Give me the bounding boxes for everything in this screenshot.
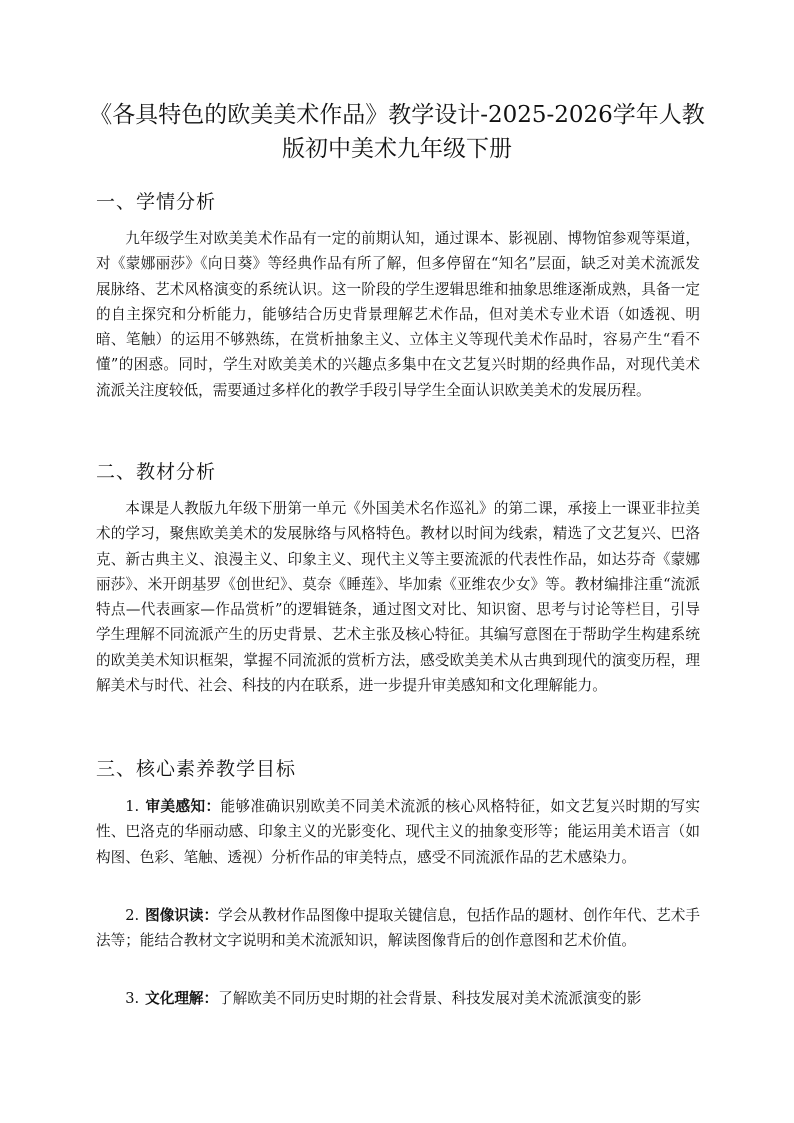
section-paragraph-2: 本课是人教版九年级下册第一单元《外国美术名作巡礼》的第二课，承接上一课亚非拉美术的学习，聚焦欧美美术的发展脉络与风格特色。教材以时间为线索，精选了文艺复兴、巴洛克、新古典主义、浪漫主义、印象主义、现代主义等主要流派的代表性作品，如达芬奇《蒙娜丽莎》、米开朗基罗《创世纪》、莫奈《睡莲》、毕加索《亚维农少女》等。教材编排注重“流派特点—代表画家—作品赏析”的逻辑链条，通过图文对比、知识窗、思考与讨论等栏目，引导学生理解不同流派产生的历史背景、艺术主张及核心特征。其编写意图在于帮助学生构建系统的欧美美术知识框架，掌握不同流派的赏析方法，感受欧美美术从古典到现代的演变历程，理解美术与时代、社会、科技的内在联系，进一步提升审美感知和文化理解能力。: [96, 500, 700, 695]
goal-number: 2.: [125, 907, 140, 924]
section-heading-1: 一、学情分析: [96, 191, 217, 213]
goal-text: 学会从教材作品图像中提取关键信息，包括作品的题材、创作年代、艺术手法等；能结合教材文字说明和美术流派知识，解读图像背后的创作意图和艺术价值。: [96, 907, 700, 950]
goal-text: 了解欧美不同历史时期的社会背景、科技发展对美术流派演变的影: [218, 990, 642, 1007]
goal-item-2: [96, 903, 700, 954]
section-heading-2: 二、教材分析: [96, 461, 217, 483]
document-title: 《各具特色的欧美美术作品》教学设计-2025-2026学年人教版初中美术九年级下册: [89, 102, 705, 162]
goal-text: 能够准确识别欧美不同美术流派的核心风格特征，如文艺复兴时期的写实性、巴洛克的华丽动感、印象主义的光影变化、现代主义的抽象变形等；能运用美术语言（如构图、色彩、笔触、透视）分析作品的审美特点，感受不同流派作品的艺术感染力。: [96, 798, 700, 866]
goal-item-1: [96, 794, 700, 870]
goal-number: 3.: [125, 990, 140, 1007]
goal-item-3: [96, 986, 700, 1011]
goal-number: 1.: [125, 798, 140, 815]
goal-label: 审美感知：: [145, 798, 221, 815]
section-heading-3: 三、核心素养教学目标: [96, 758, 297, 780]
goal-label: 文化理解：: [145, 990, 219, 1007]
goal-label: 图像识读：: [145, 907, 219, 924]
section-paragraph-1: 九年级学生对欧美美术作品有一定的前期认知，通过课本、影视剧、博物馆参观等渠道，对《蒙娜丽莎》《向日葵》等经典作品有所了解，但多停留在“知名”层面，缺乏对美术流派发展脉络、艺术风格演变的系统认识。这一阶段的学生逻辑思维和抽象思维逐渐成熟，具备一定的自主探究和分析能力，能够结合历史背景理解艺术作品，但对美术专业术语（如透视、明暗、笔触）的运用不够熟练，在赏析抽象主义、立体主义等现代美术作品时，容易产生“看不懂”的困惑。同时，学生对欧美美术的兴趣点多集中在文艺复兴时期的经典作品，对现代美术流派关注度较低，需要通过多样化的教学手段引导学生全面认识欧美美术的发展历程。: [96, 230, 700, 399]
